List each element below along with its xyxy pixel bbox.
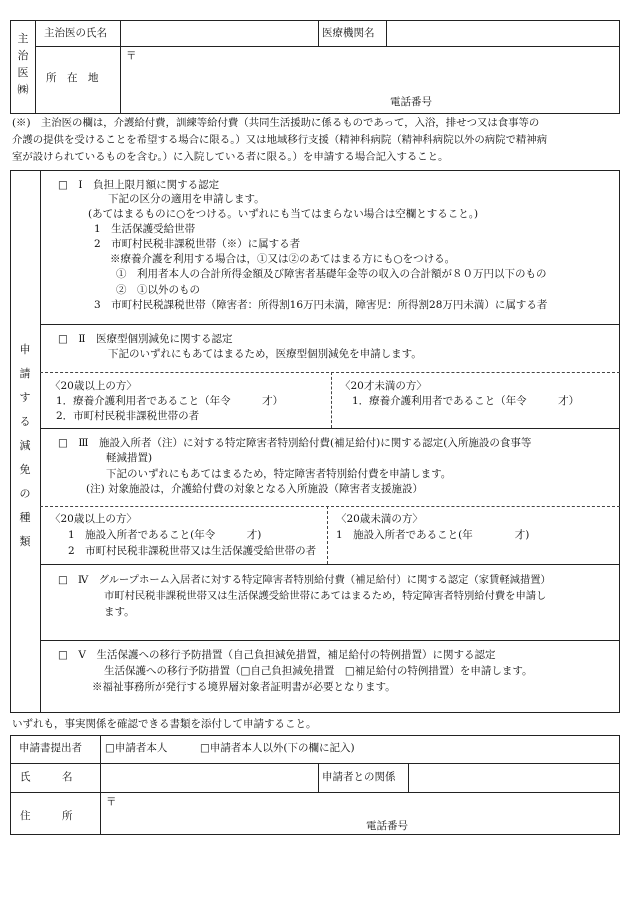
- sec3-left-item-1: 1 施設入所者であること(年令 才): [68, 529, 262, 541]
- sec4-line: 市町村民税非課税世帯又は生活保護受給世帯にあてはまるため，特定障害者特別給付費を申請し: [104, 590, 547, 602]
- applicant-phone-label: 電話番号: [366, 820, 408, 832]
- applicant-row-divider-2: [10, 792, 620, 793]
- sec1-heading[interactable]: □ Ⅰ 負担上限月額に関する認定: [58, 179, 220, 191]
- applicant-address-field[interactable]: [102, 794, 618, 833]
- relation-divider-1: [318, 763, 319, 792]
- sec3-right-heading: 〈20歳未満の方〉: [336, 513, 423, 525]
- doctor-address-label: 所 在 地: [46, 72, 99, 84]
- doctor-name-label-divider: [120, 20, 121, 46]
- doctor-institution-divider: [318, 20, 319, 46]
- sec3-column-divider: [327, 506, 328, 564]
- sec1-option-3: 3 市町村民税課税世帯（障害者：所得割16万円未満，障害児：所得割28万円未満）に属する者: [94, 299, 548, 311]
- sec2-right-item-1: 1．療養介護利用者であること（年令 才）: [352, 395, 580, 407]
- attach-note: いずれも，事実関係を確認できる書類を添付して申請すること。: [12, 718, 317, 730]
- sec3-divider: [40, 564, 620, 565]
- applicant-postal-mark: 〒: [106, 796, 117, 808]
- submitter-label: 申請書提出者: [19, 742, 82, 754]
- sec2-left-heading: 〈20歳以上の方〉: [50, 380, 137, 392]
- applicant-row-divider-1: [10, 763, 620, 764]
- doctor-note-line-2: 介護の提供を受けることを希望する場合に限る。）又は地域移行支援（精神科病院（精神科病院以外の病院で精神病: [12, 134, 548, 146]
- sec4-divider: [40, 640, 620, 641]
- submitter-self-checkbox[interactable]: □申請者本人: [105, 742, 168, 754]
- doctor-side-divider: [35, 20, 36, 114]
- doctor-row-divider: [35, 46, 620, 47]
- sec2-left-item-1: 1．療養介護利用者であること（年令 才）: [56, 395, 284, 407]
- sec5-line: ※福祉事務所が発行する境界層対象者証明書が必要となります。: [92, 681, 396, 693]
- sec2-right-heading: 〈20才未満の方〉: [340, 380, 427, 392]
- sec3-right-item-1: 1 施設入所者であること(年 才): [336, 529, 530, 541]
- sec1-suboption-1: ① 利用者本人の合計所得金額及び障害者基礎年金等の収入の合計額が８０万円以下のもの: [116, 268, 547, 280]
- doctor-side-label: 主 治 医 ㈱: [17, 32, 29, 96]
- doctor-address-field[interactable]: [122, 48, 618, 112]
- doctor-name-field[interactable]: [122, 22, 316, 44]
- relation-field[interactable]: [410, 765, 618, 790]
- sec4-heading[interactable]: □ Ⅳ グループホーム入居者に対する特定障害者特別給付費（補足給付）に関する認定（家賃軽減措置）: [58, 574, 551, 586]
- postal-mark: 〒: [126, 50, 137, 62]
- sec2-divider: [40, 428, 620, 429]
- sec2-line: 下記のいずれにもあてはまるため，医療型個別減免を申請します。: [108, 348, 422, 360]
- sec2-column-divider: [331, 372, 332, 428]
- applicant-name-field[interactable]: [102, 765, 316, 790]
- sec5-heading[interactable]: □ Ⅴ 生活保護への移行予防措置（自己負担減免措置，補足給付の特例措置）に関する認定: [58, 649, 496, 661]
- doctor-note-line-3: 室が設けられているものを含む。）に入院している者に限る。）を申請する場合記入すること。: [12, 151, 449, 163]
- submitter-other-checkbox[interactable]: □申請者本人以外(下の欄に記入): [200, 742, 355, 754]
- relation-label: 申請者との関係: [322, 771, 396, 783]
- applicant-address-label: 住 所: [20, 810, 73, 822]
- sec3-line: 下記のいずれにもあてはまるため，特定障害者特別給付費を申請します。: [106, 468, 452, 480]
- doctor-phone-label: 電話番号: [390, 96, 432, 108]
- sec1-option-1: 1 生活保護受給世帯: [94, 223, 196, 235]
- sec4-line: ます。: [104, 606, 135, 618]
- sec2-heading[interactable]: □ Ⅱ 医療型個別減免に関する認定: [58, 333, 233, 345]
- doctor-address-label-divider: [120, 46, 121, 114]
- sec1-suboption-2: ② ①以外のもの: [116, 284, 200, 296]
- doctor-name-label: 主治医の氏名: [44, 27, 107, 39]
- sec2-dashed-divider: [40, 372, 620, 373]
- relation-divider-2: [408, 763, 409, 792]
- sec5-line: 生活保護への移行予防措置（□自己負担減免措置 □補足給付の特例措置）を申請します。: [104, 665, 533, 677]
- reduction-side-label: 申 請 す る 減 免 の 種 類: [19, 343, 31, 548]
- sec3-heading[interactable]: □ Ⅲ 施設入所者（注）に対する特定障害者特別給付費(補足給付)に関する認定(入所施設の食事等: [58, 437, 532, 449]
- sec1-line: 下記の区分の適用を申請します。: [108, 193, 265, 205]
- sec1-option-2: 2 市町村民税非課税世帯（※）に属する者: [94, 238, 301, 250]
- sec1-divider: [40, 324, 620, 325]
- sec3-left-item-2: 2 市町村民税非課税世帯又は生活保護受給世帯の者: [68, 545, 317, 557]
- sec2-left-item-2: 2．市町村民税非課税世帯の者: [56, 410, 200, 422]
- reduction-side-divider: [40, 170, 41, 713]
- sec3-note: (注) 対象施設は，介護給付費の対象となる入所施設（障害者支援施設）: [86, 483, 424, 495]
- institution-label: 医療機関名: [322, 27, 375, 39]
- sec1-line: (あてはまるものに○をつける。いずれにも当てはまらない場合は空欄とすること。): [88, 208, 479, 220]
- sec1-line: ※療養介護を利用する場合は，①又は②のあてはまる方にも○をつける。: [110, 253, 456, 265]
- sec3-left-heading: 〈20歳以上の方〉: [50, 513, 137, 525]
- institution-field[interactable]: [388, 22, 618, 44]
- applicant-name-label: 氏 名: [20, 771, 73, 783]
- doctor-institution-label-divider: [386, 20, 387, 46]
- applicant-label-divider: [100, 735, 101, 835]
- sec3-line: 軽減措置): [106, 452, 153, 464]
- doctor-note-line-1: (※) 主治医の欄は，介護給付費，訓練等給付費（共同生活援助に係るものであって，入浴，排せつ又は食事等の: [12, 117, 540, 129]
- sec3-dashed-divider: [40, 506, 620, 507]
